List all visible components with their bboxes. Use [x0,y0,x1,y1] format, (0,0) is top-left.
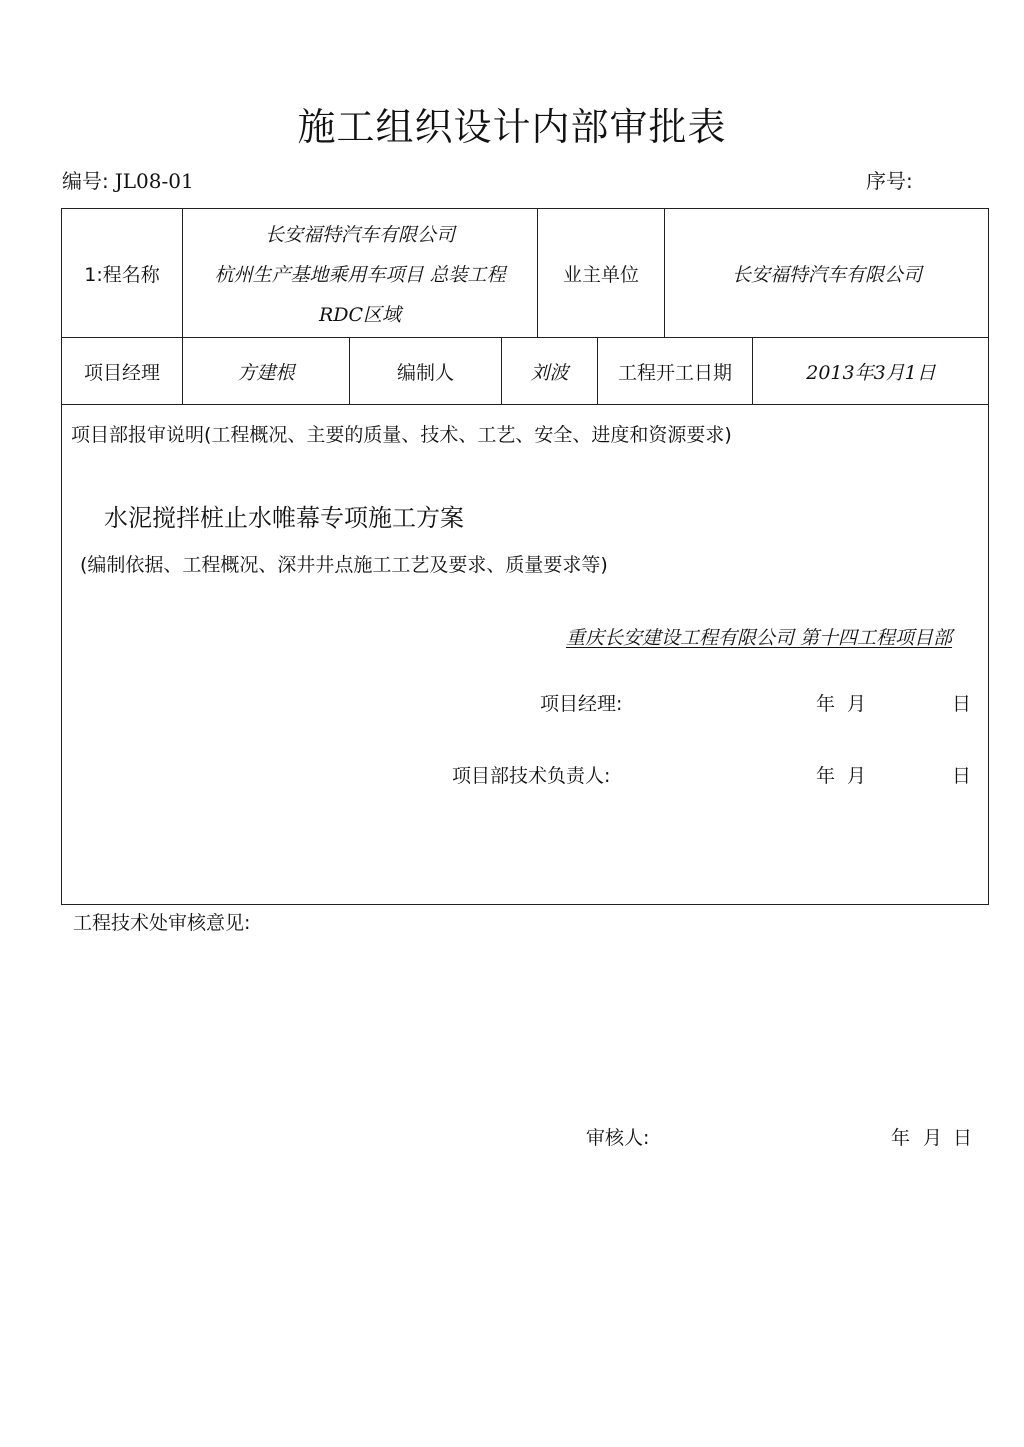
plan-title: 水泥搅拌桩止水帷幕专项施工方案 [104,504,464,532]
company-name: 重庆长安建设工程有限公司 第十四工程项目部 [566,627,953,649]
project-name-label: 1:程名称 [84,263,160,286]
tech-date-year: 年 [816,765,836,787]
owner-value: 长安福特汽车有限公司 [731,263,922,286]
tech-date-day: 日 [952,765,972,787]
owner-label: 业主单位 [562,263,639,286]
preparer-label: 编制人 [396,361,454,384]
row-divider [61,404,989,405]
pm-date-day: 日 [952,693,972,715]
pm-sign-label: 项目经理: [540,693,623,715]
preparer-value: 刘波 [530,361,569,384]
project-name-value [183,215,537,335]
review-date-month: 月 [923,1127,943,1149]
manager-value: 方建根 [237,361,295,384]
pm-date-month: 月 [847,693,867,715]
project-name-line: RDC区域 [318,304,402,326]
form-number-value: JL08-01 [114,169,194,193]
description-heading: 项目部报审说明(工程概况、主要的质量、技术、工艺、安全、进度和资源要求) [71,424,732,446]
review-date-year: 年 [891,1127,911,1149]
project-name-line: 杭州生产基地乘用车项目 总装工程 [214,264,506,286]
form-number [62,165,194,194]
start-date-label: 工程开工日期 [617,361,732,384]
form-number-label: 编号: [62,169,109,193]
start-date-value: 2013年3月1日 [806,361,936,384]
review-heading: 工程技术处审核意见: [73,912,251,934]
tech-sign-label: 项目部技术负责人: [452,765,611,787]
tech-date-month: 月 [847,765,867,787]
plan-subtitle: (编制依据、工程概况、深井井点施工工艺及要求、质量要求等) [80,554,608,576]
manager-label: 项目经理 [83,361,160,384]
sequence-label: 序号: [866,169,913,193]
pm-date-year: 年 [816,693,836,715]
project-name-line: 长安福特汽车有限公司 [264,224,455,246]
page-title: 施工组织设计内部审批表 [297,105,727,149]
reviewer-label: 审核人: [586,1127,650,1149]
review-date-day: 日 [953,1127,973,1149]
